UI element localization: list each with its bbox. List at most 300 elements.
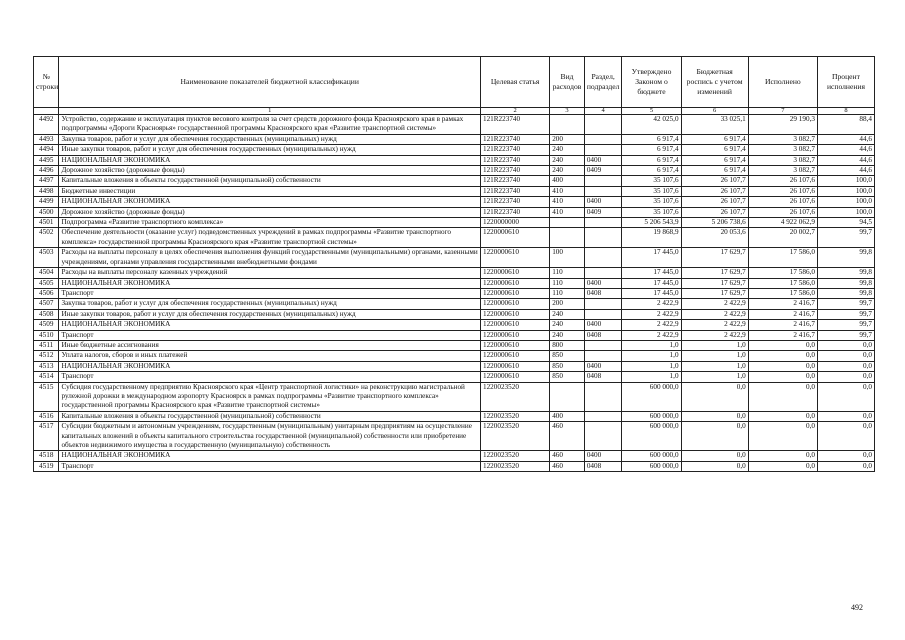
target-article: 1220023520 xyxy=(480,382,549,411)
executed-amount: 26 107,6 xyxy=(748,207,817,217)
row-number: 4503 xyxy=(34,248,59,268)
indicator-name: НАЦИОНАЛЬНАЯ ЭКОНОМИКА xyxy=(59,451,481,461)
table-row xyxy=(34,330,875,340)
target-article: 121R223740 xyxy=(480,176,549,186)
table-row xyxy=(34,288,875,298)
executed-amount: 26 107,6 xyxy=(748,186,817,196)
budget-amount: 0,0 xyxy=(681,382,748,411)
table-row xyxy=(34,218,875,228)
executed-amount: 3 082,7 xyxy=(748,166,817,176)
row-number: 4501 xyxy=(34,218,59,228)
executed-amount: 0,0 xyxy=(748,451,817,461)
expense-type: 240 xyxy=(550,155,585,165)
row-number: 4492 xyxy=(34,115,59,135)
target-article: 121R223740 xyxy=(480,155,549,165)
expense-type xyxy=(550,382,585,411)
indicator-name: Закупка товаров, работ и услуг для обеспечения государственных (муниципальных) нужд xyxy=(59,134,481,144)
indicator-name: НАЦИОНАЛЬНАЯ ЭКОНОМИКА xyxy=(59,320,481,330)
approved-amount: 1,0 xyxy=(622,372,681,382)
budget-amount: 2 422,9 xyxy=(681,299,748,309)
target-article: 121R223740 xyxy=(480,207,549,217)
percent-executed: 99,8 xyxy=(817,288,874,298)
expense-type: 850 xyxy=(550,372,585,382)
expense-type: 110 xyxy=(550,278,585,288)
percent-executed: 0,0 xyxy=(817,351,874,361)
percent-executed: 99,7 xyxy=(817,299,874,309)
indicator-name: Обеспечение деятельности (оказание услуг) подведомственных учреждений в рамках подпрограммы «Развитие транспортного комплекса» государственной программы Красноярского края «Развитие транспортной системы» xyxy=(59,228,481,248)
target-article: 1220023520 xyxy=(480,451,549,461)
header-indicator-name: Наименование показателей бюджетной классификации xyxy=(59,57,481,108)
row-number: 4495 xyxy=(34,155,59,165)
table-row xyxy=(34,422,875,451)
budget-amount: 5 206 738,6 xyxy=(681,218,748,228)
table-row xyxy=(34,340,875,350)
percent-executed: 44,6 xyxy=(817,155,874,165)
target-article: 1220000610 xyxy=(480,248,549,268)
row-number: 4508 xyxy=(34,309,59,319)
executed-amount: 0,0 xyxy=(748,361,817,371)
executed-amount: 0,0 xyxy=(748,461,817,471)
percent-executed: 100,0 xyxy=(817,197,874,207)
approved-amount: 35 107,6 xyxy=(622,186,681,196)
expense-type xyxy=(550,115,585,135)
target-article: 1220000610 xyxy=(480,351,549,361)
table-row xyxy=(34,207,875,217)
executed-amount: 2 416,7 xyxy=(748,320,817,330)
approved-amount: 35 107,6 xyxy=(622,207,681,217)
executed-amount: 0,0 xyxy=(748,382,817,411)
row-number: 4504 xyxy=(34,268,59,278)
row-number: 4500 xyxy=(34,207,59,217)
section-code xyxy=(584,382,622,411)
indicator-name: Подпрограмма «Развитие транспортного комплекса» xyxy=(59,218,481,228)
budget-amount: 17 629,7 xyxy=(681,248,748,268)
percent-executed: 0,0 xyxy=(817,361,874,371)
expense-type xyxy=(550,218,585,228)
expense-type: 460 xyxy=(550,461,585,471)
expense-type: 410 xyxy=(550,186,585,196)
expense-type: 460 xyxy=(550,422,585,451)
percent-executed: 44,6 xyxy=(817,145,874,155)
budget-amount: 1,0 xyxy=(681,351,748,361)
approved-amount: 600 000,0 xyxy=(622,422,681,451)
expense-type: 240 xyxy=(550,166,585,176)
expense-type: 200 xyxy=(550,134,585,144)
indicator-name: Уплата налогов, сборов и иных платежей xyxy=(59,351,481,361)
header-percent: Процент исполнения xyxy=(817,57,874,108)
approved-amount: 600 000,0 xyxy=(622,451,681,461)
row-number: 4513 xyxy=(34,361,59,371)
approved-amount: 35 107,6 xyxy=(622,176,681,186)
budget-amount: 2 422,9 xyxy=(681,320,748,330)
target-article: 121R223740 xyxy=(480,197,549,207)
target-article: 1220000610 xyxy=(480,340,549,350)
executed-amount: 17 586,0 xyxy=(748,268,817,278)
target-article: 1220000610 xyxy=(480,278,549,288)
section-code: 0409 xyxy=(584,166,622,176)
percent-executed: 0,0 xyxy=(817,422,874,451)
indicator-name: Устройство, содержание и эксплуатация пунктов весового контроля за счет средств дорожного фонда Красноярского края в рамках подпрограммы «Дороги Красноярья» государственной программы Красноярского края «Развитие транспортной системы» xyxy=(59,115,481,135)
target-article: 1220000610 xyxy=(480,228,549,248)
expense-type: 850 xyxy=(550,351,585,361)
table-row xyxy=(34,176,875,186)
approved-amount: 1,0 xyxy=(622,340,681,350)
header-row-number: № строки xyxy=(34,57,59,108)
approved-amount: 600 000,0 xyxy=(622,461,681,471)
budget-amount: 26 107,7 xyxy=(681,197,748,207)
header-col-number: 8 xyxy=(817,108,874,115)
table-row xyxy=(34,299,875,309)
executed-amount: 3 082,7 xyxy=(748,155,817,165)
executed-amount: 2 416,7 xyxy=(748,299,817,309)
target-article: 1220000000 xyxy=(480,218,549,228)
budget-amount: 1,0 xyxy=(681,361,748,371)
percent-executed: 44,6 xyxy=(817,134,874,144)
table-row xyxy=(34,268,875,278)
executed-amount: 4 922 062,9 xyxy=(748,218,817,228)
budget-amount: 6 917,4 xyxy=(681,166,748,176)
section-code xyxy=(584,248,622,268)
approved-amount: 1,0 xyxy=(622,361,681,371)
row-number: 4518 xyxy=(34,451,59,461)
expense-type: 400 xyxy=(550,176,585,186)
budget-amount: 6 917,4 xyxy=(681,155,748,165)
executed-amount: 17 586,0 xyxy=(748,248,817,268)
percent-executed: 0,0 xyxy=(817,451,874,461)
approved-amount: 600 000,0 xyxy=(622,382,681,411)
budget-amount: 0,0 xyxy=(681,461,748,471)
approved-amount: 35 107,6 xyxy=(622,197,681,207)
target-article: 121R223740 xyxy=(480,115,549,135)
executed-amount: 0,0 xyxy=(748,372,817,382)
executed-amount: 0,0 xyxy=(748,422,817,451)
row-number: 4498 xyxy=(34,186,59,196)
percent-executed: 99,8 xyxy=(817,268,874,278)
approved-amount: 6 917,4 xyxy=(622,145,681,155)
table-header xyxy=(34,57,875,115)
expense-type: 460 xyxy=(550,451,585,461)
target-article: 1220000610 xyxy=(480,299,549,309)
header-approved: Утверждено Законом о бюджете xyxy=(622,57,681,108)
table-row xyxy=(34,186,875,196)
budget-amount: 20 053,6 xyxy=(681,228,748,248)
table-row xyxy=(34,351,875,361)
section-code: 0408 xyxy=(584,330,622,340)
approved-amount: 17 445,0 xyxy=(622,288,681,298)
row-number: 4502 xyxy=(34,228,59,248)
indicator-name: Бюджетные инвестиции xyxy=(59,186,481,196)
table-row xyxy=(34,115,875,135)
expense-type: 850 xyxy=(550,361,585,371)
row-number: 4510 xyxy=(34,330,59,340)
budget-amount: 1,0 xyxy=(681,340,748,350)
indicator-name: Закупка товаров, работ и услуг для обеспечения государственных (муниципальных) нужд xyxy=(59,299,481,309)
header-col-number: 5 xyxy=(622,108,681,115)
approved-amount: 2 422,9 xyxy=(622,309,681,319)
expense-type: 240 xyxy=(550,320,585,330)
section-code xyxy=(584,340,622,350)
percent-executed: 99,7 xyxy=(817,309,874,319)
expense-type: 400 xyxy=(550,411,585,421)
section-code: 0408 xyxy=(584,461,622,471)
header-expense-type: Вид расходов xyxy=(550,57,585,108)
expense-type: 240 xyxy=(550,145,585,155)
indicator-name: Капитальные вложения в объекты государственной (муниципальной) собственности xyxy=(59,176,481,186)
approved-amount: 2 422,9 xyxy=(622,330,681,340)
percent-executed: 100,0 xyxy=(817,186,874,196)
target-article: 1220000610 xyxy=(480,330,549,340)
budget-table xyxy=(33,56,875,472)
row-number: 4499 xyxy=(34,197,59,207)
table-row xyxy=(34,134,875,144)
table-row xyxy=(34,451,875,461)
approved-amount: 2 422,9 xyxy=(622,299,681,309)
budget-amount: 17 629,7 xyxy=(681,278,748,288)
expense-type: 110 xyxy=(550,288,585,298)
header-budget-schedule: Бюджетная роспись с учетом изменений xyxy=(681,57,748,108)
indicator-name: Дорожное хозяйство (дорожные фонды) xyxy=(59,207,481,217)
row-number: 4496 xyxy=(34,166,59,176)
budget-amount: 6 917,4 xyxy=(681,145,748,155)
table-row xyxy=(34,320,875,330)
budget-amount: 17 629,7 xyxy=(681,268,748,278)
section-code xyxy=(584,351,622,361)
indicator-name: НАЦИОНАЛЬНАЯ ЭКОНОМИКА xyxy=(59,361,481,371)
section-code: 0400 xyxy=(584,320,622,330)
expense-type xyxy=(550,228,585,248)
target-article: 1220000610 xyxy=(480,361,549,371)
target-article: 1220000610 xyxy=(480,320,549,330)
table-row xyxy=(34,248,875,268)
percent-executed: 99,8 xyxy=(817,278,874,288)
section-code: 0408 xyxy=(584,372,622,382)
percent-executed: 44,6 xyxy=(817,166,874,176)
section-code xyxy=(584,299,622,309)
indicator-name: Расходы на выплаты персоналу в целях обеспечения выполнения функций государственными (муниципальными) органами, казенными учреждениями, органами управления государственными внебюджетными фондами xyxy=(59,248,481,268)
percent-executed: 99,8 xyxy=(817,248,874,268)
indicator-name: Расходы на выплаты персоналу казенных учреждений xyxy=(59,268,481,278)
target-article: 121R223740 xyxy=(480,186,549,196)
indicator-name: Иные закупки товаров, работ и услуг для обеспечения государственных (муниципальных) нужд xyxy=(59,145,481,155)
budget-amount: 6 917,4 xyxy=(681,134,748,144)
indicator-name: НАЦИОНАЛЬНАЯ ЭКОНОМИКА xyxy=(59,278,481,288)
executed-amount: 3 082,7 xyxy=(748,134,817,144)
table-row xyxy=(34,372,875,382)
target-article: 1220000610 xyxy=(480,288,549,298)
section-code xyxy=(584,176,622,186)
header-col-number: 1 xyxy=(59,108,481,115)
executed-amount: 20 002,7 xyxy=(748,228,817,248)
approved-amount: 6 917,4 xyxy=(622,134,681,144)
percent-executed: 100,0 xyxy=(817,176,874,186)
section-code xyxy=(584,411,622,421)
expense-type: 240 xyxy=(550,309,585,319)
approved-amount: 17 445,0 xyxy=(622,248,681,268)
header-col-number xyxy=(34,108,59,115)
budget-amount: 0,0 xyxy=(681,422,748,451)
executed-amount: 0,0 xyxy=(748,351,817,361)
approved-amount: 2 422,9 xyxy=(622,320,681,330)
section-code: 0400 xyxy=(584,197,622,207)
indicator-name: Иные закупки товаров, работ и услуг для обеспечения государственных (муниципальных) нужд xyxy=(59,309,481,319)
header-col-number: 6 xyxy=(681,108,748,115)
indicator-name: Субсидии бюджетным и автономным учреждениям, государственным (муниципальным) унитарным предприятиям на осуществление капитальных вложений в объекты капитального строительства государственной (муниципальной) собственности или приобретение объектов недвижимого имущества в государственную (муниципальную) собственность xyxy=(59,422,481,451)
executed-amount: 0,0 xyxy=(748,340,817,350)
section-code xyxy=(584,186,622,196)
expense-type: 410 xyxy=(550,207,585,217)
approved-amount: 6 917,4 xyxy=(622,155,681,165)
approved-amount: 5 206 543,9 xyxy=(622,218,681,228)
target-article: 121R223740 xyxy=(480,166,549,176)
table-row xyxy=(34,382,875,411)
approved-amount: 6 917,4 xyxy=(622,166,681,176)
section-code: 0400 xyxy=(584,278,622,288)
budget-amount: 26 107,7 xyxy=(681,207,748,217)
section-code xyxy=(584,115,622,135)
approved-amount: 42 025,0 xyxy=(622,115,681,135)
table-row xyxy=(34,166,875,176)
table-row xyxy=(34,278,875,288)
expense-type: 800 xyxy=(550,340,585,350)
budget-amount: 2 422,9 xyxy=(681,330,748,340)
percent-executed: 99,7 xyxy=(817,320,874,330)
percent-executed: 0,0 xyxy=(817,461,874,471)
row-number: 4517 xyxy=(34,422,59,451)
header-section: Раздел, подраздел xyxy=(584,57,622,108)
section-code xyxy=(584,134,622,144)
section-code xyxy=(584,422,622,451)
section-code xyxy=(584,228,622,248)
section-code: 0409 xyxy=(584,207,622,217)
page-number: 492 xyxy=(851,603,863,612)
row-number: 4516 xyxy=(34,411,59,421)
section-code xyxy=(584,309,622,319)
header-col-number: 2 xyxy=(480,108,549,115)
section-code: 0408 xyxy=(584,288,622,298)
expense-type: 110 xyxy=(550,268,585,278)
table-row xyxy=(34,361,875,371)
row-number: 4511 xyxy=(34,340,59,350)
expense-type: 200 xyxy=(550,299,585,309)
row-number: 4505 xyxy=(34,278,59,288)
percent-executed: 0,0 xyxy=(817,340,874,350)
executed-amount: 17 586,0 xyxy=(748,288,817,298)
row-number: 4494 xyxy=(34,145,59,155)
budget-amount: 26 107,7 xyxy=(681,176,748,186)
table-row xyxy=(34,145,875,155)
indicator-name: НАЦИОНАЛЬНАЯ ЭКОНОМИКА xyxy=(59,197,481,207)
percent-executed: 0,0 xyxy=(817,372,874,382)
table-row xyxy=(34,197,875,207)
table-row xyxy=(34,411,875,421)
percent-executed: 0,0 xyxy=(817,411,874,421)
percent-executed: 99,7 xyxy=(817,330,874,340)
executed-amount: 2 416,7 xyxy=(748,330,817,340)
percent-executed: 94,5 xyxy=(817,218,874,228)
header-executed: Исполнено xyxy=(748,57,817,108)
executed-amount: 3 082,7 xyxy=(748,145,817,155)
budget-amount: 17 629,7 xyxy=(681,288,748,298)
executed-amount: 29 190,3 xyxy=(748,115,817,135)
header-target-article: Целевая статья xyxy=(480,57,549,108)
row-number: 4506 xyxy=(34,288,59,298)
approved-amount: 19 868,9 xyxy=(622,228,681,248)
row-number: 4519 xyxy=(34,461,59,471)
expense-type: 100 xyxy=(550,248,585,268)
row-number: 4509 xyxy=(34,320,59,330)
table-row xyxy=(34,461,875,471)
indicator-name: Транспорт xyxy=(59,461,481,471)
indicator-name: Транспорт xyxy=(59,288,481,298)
table-body xyxy=(34,115,875,472)
indicator-name: Субсидия государственному предприятию Красноярского края «Центр транспортной логистики» на реконструкцию магистральной рулежной дорожки в международном аэропорту Красноярск в рамках подпрограммы «Развитие транспортного комплекса» государственной программы Красноярского края «Развитие транспортной системы» xyxy=(59,382,481,411)
section-code: 0400 xyxy=(584,361,622,371)
approved-amount: 600 000,0 xyxy=(622,411,681,421)
approved-amount: 17 445,0 xyxy=(622,268,681,278)
budget-amount: 26 107,7 xyxy=(681,186,748,196)
percent-executed: 100,0 xyxy=(817,207,874,217)
approved-amount: 17 445,0 xyxy=(622,278,681,288)
executed-amount: 26 107,6 xyxy=(748,176,817,186)
section-code: 0400 xyxy=(584,155,622,165)
target-article: 1220000610 xyxy=(480,372,549,382)
percent-executed: 0,0 xyxy=(817,382,874,411)
indicator-name: Транспорт xyxy=(59,330,481,340)
budget-amount: 2 422,9 xyxy=(681,309,748,319)
table-row xyxy=(34,309,875,319)
header-col-number: 3 xyxy=(550,108,585,115)
executed-amount: 0,0 xyxy=(748,411,817,421)
target-article: 1220000610 xyxy=(480,309,549,319)
budget-amount: 0,0 xyxy=(681,411,748,421)
table-row xyxy=(34,155,875,165)
budget-amount: 1,0 xyxy=(681,372,748,382)
expense-type: 240 xyxy=(550,330,585,340)
row-number: 4497 xyxy=(34,176,59,186)
indicator-name: НАЦИОНАЛЬНАЯ ЭКОНОМИКА xyxy=(59,155,481,165)
indicator-name: Транспорт xyxy=(59,372,481,382)
section-code: 0400 xyxy=(584,451,622,461)
header-col-number: 7 xyxy=(748,108,817,115)
row-number: 4514 xyxy=(34,372,59,382)
row-number: 4512 xyxy=(34,351,59,361)
target-article: 121R223740 xyxy=(480,134,549,144)
expense-type: 410 xyxy=(550,197,585,207)
executed-amount: 2 416,7 xyxy=(748,309,817,319)
target-article: 1220000610 xyxy=(480,268,549,278)
header-col-number: 4 xyxy=(584,108,622,115)
indicator-name: Дорожное хозяйство (дорожные фонды) xyxy=(59,166,481,176)
target-article: 1220023520 xyxy=(480,411,549,421)
section-code xyxy=(584,218,622,228)
section-code xyxy=(584,268,622,278)
target-article: 121R223740 xyxy=(480,145,549,155)
table-row xyxy=(34,228,875,248)
budget-amount: 0,0 xyxy=(681,451,748,461)
approved-amount: 1,0 xyxy=(622,351,681,361)
row-number: 4493 xyxy=(34,134,59,144)
budget-amount: 33 025,1 xyxy=(681,115,748,135)
target-article: 1220023520 xyxy=(480,422,549,451)
indicator-name: Иные бюджетные ассигнования xyxy=(59,340,481,350)
percent-executed: 99,7 xyxy=(817,228,874,248)
indicator-name: Капитальные вложения в объекты государственной (муниципальной) собственности xyxy=(59,411,481,421)
executed-amount: 26 107,6 xyxy=(748,197,817,207)
row-number: 4515 xyxy=(34,382,59,411)
target-article: 1220023520 xyxy=(480,461,549,471)
executed-amount: 17 586,0 xyxy=(748,278,817,288)
row-number: 4507 xyxy=(34,299,59,309)
